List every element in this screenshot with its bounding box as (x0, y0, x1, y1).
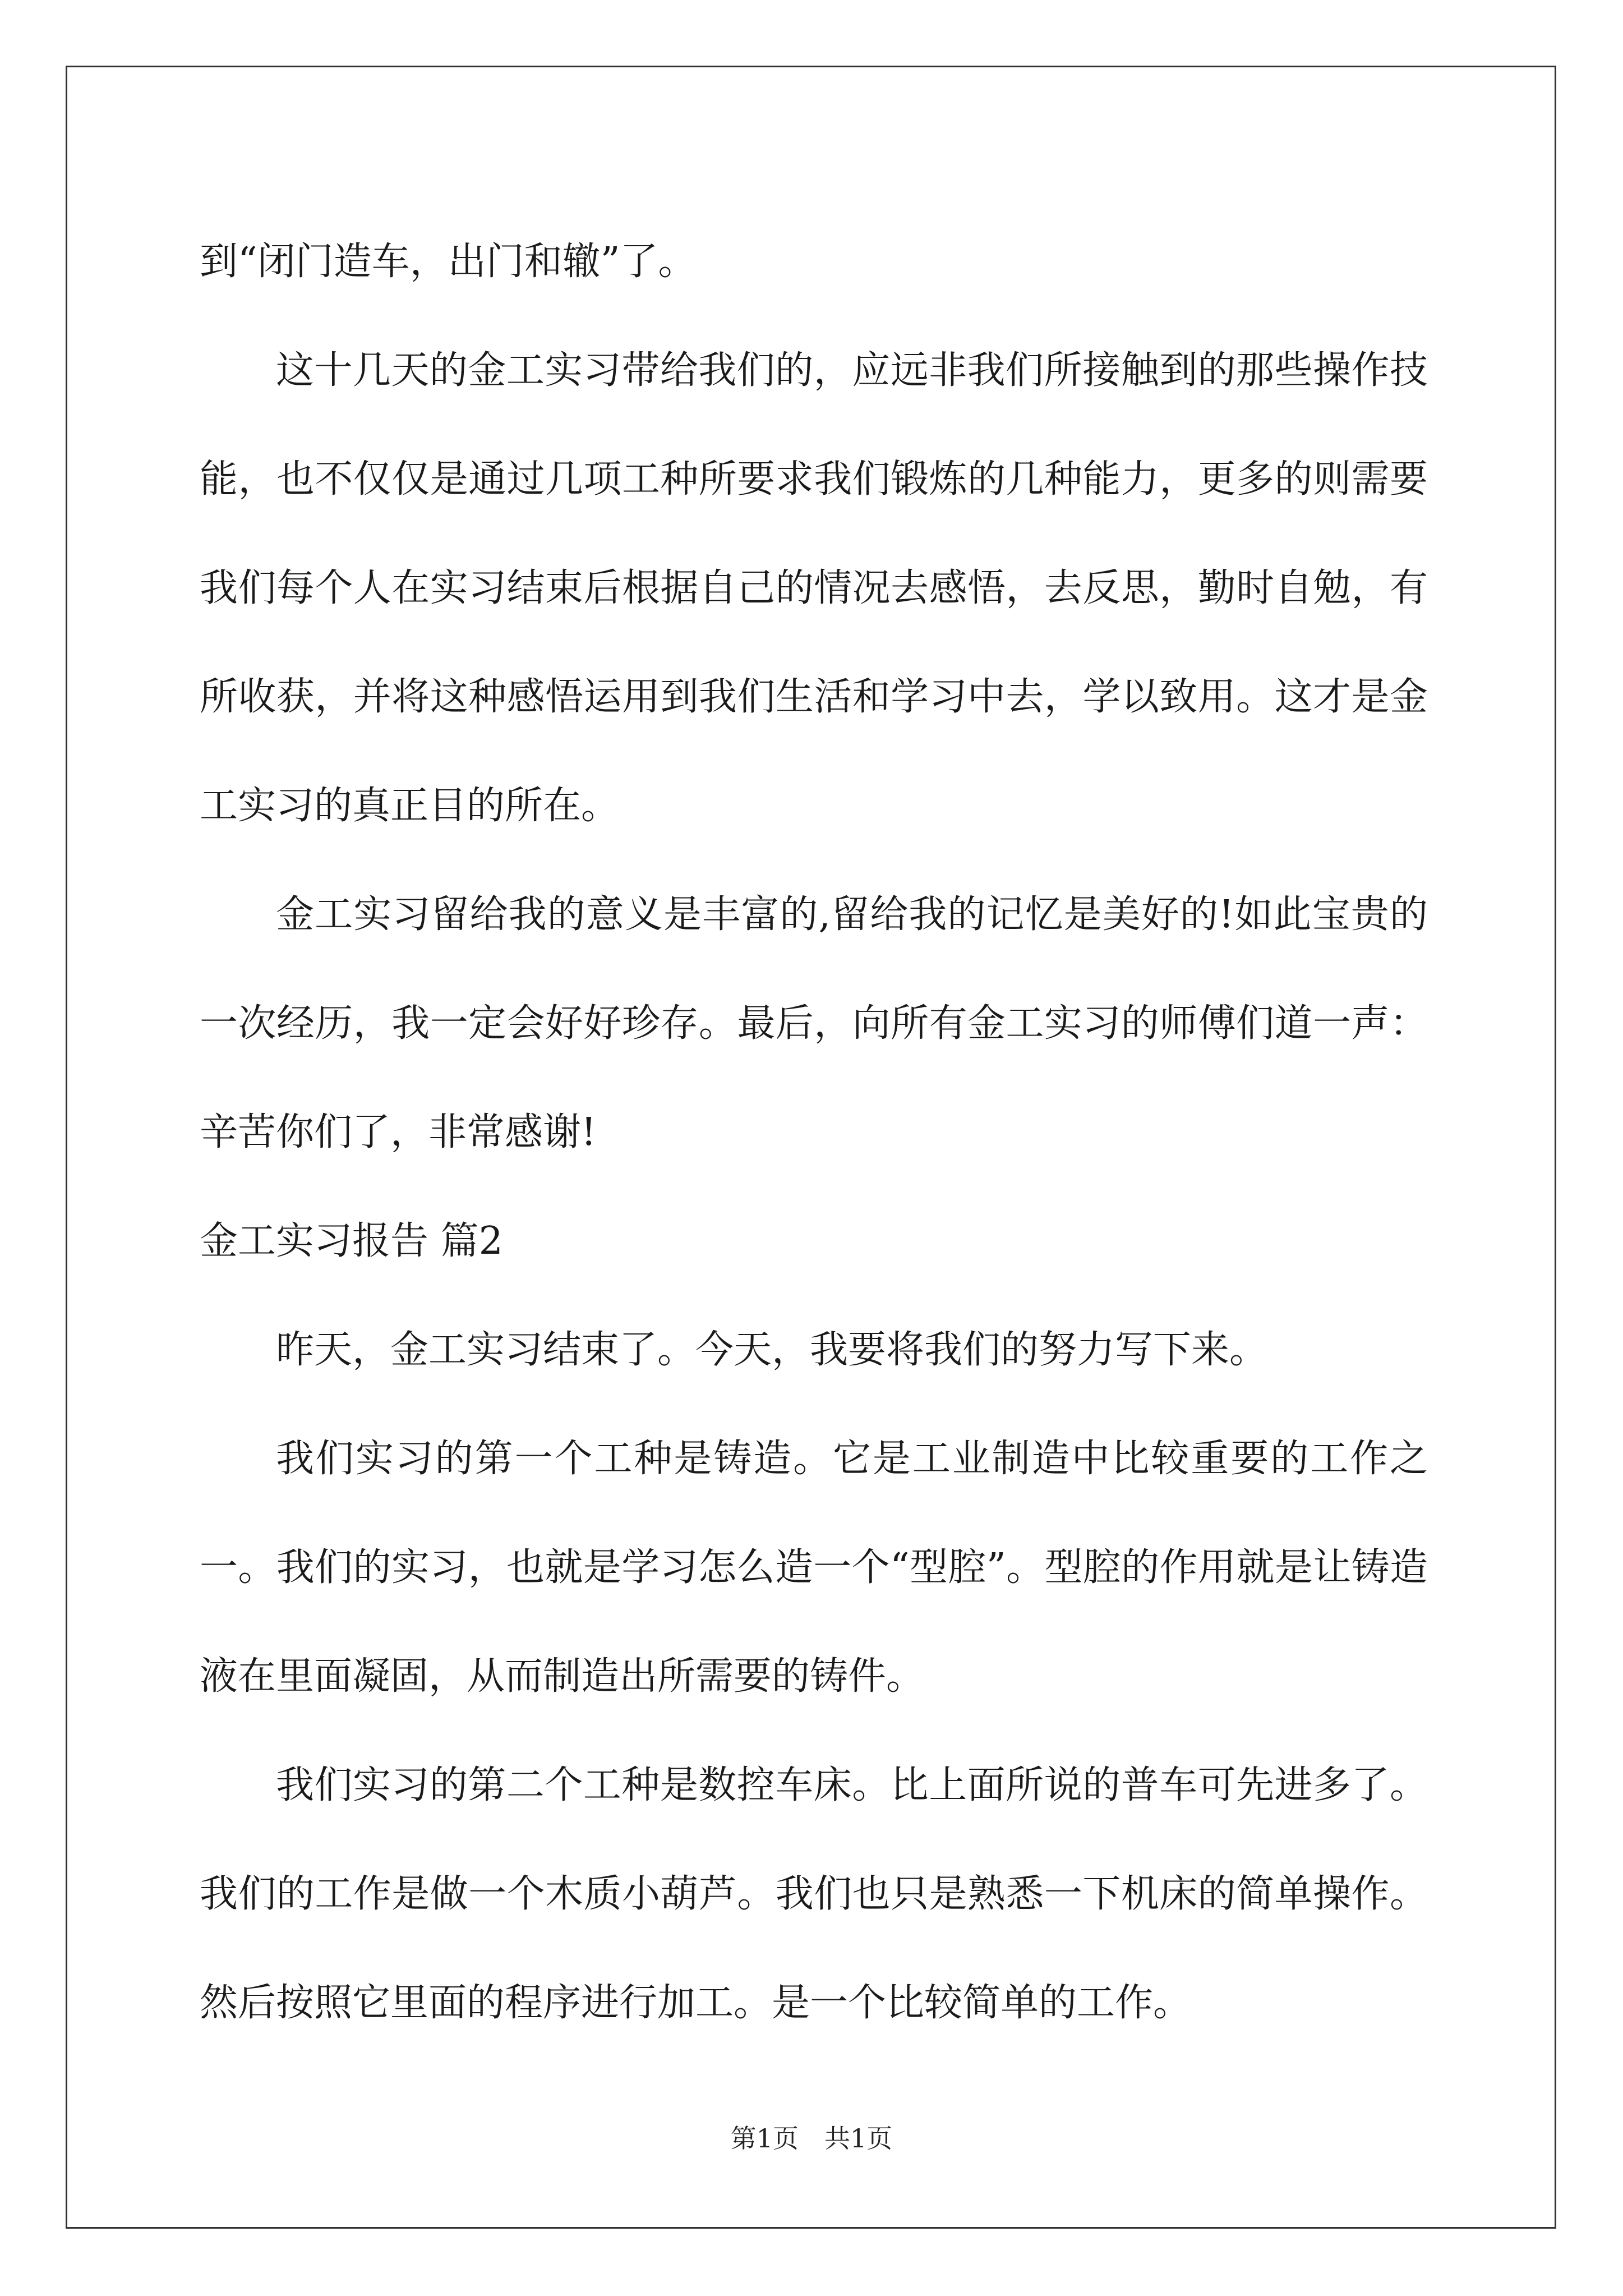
paragraph-casting: 我们实习的第一个工种是铸造。它是工业制造中比较重要的工作之一。我们的实习，也就是学习怎么造一个“型腔”。型腔的作用就是让铸造液在里面凝固，从而制造出所需要的铸件。 (200, 1437, 1428, 1699)
paragraph-cnc-lathe: 我们实习的第二个工种是数控车床。比上面所说的普车可先进多了。我们的工作是做一个木质小葫芦。我们也只是熟悉一下机床的简单操作。然后按照它里面的程序进行加工。是一个比较简单的工作。 (200, 1763, 1428, 2025)
paragraph-thanks: 金工实习留给我的意义是丰富的,留给我的记忆是美好的!如此宝贵的一次经历，我一定会好好珍存。最后，向所有金工实习的师傅们道一声：辛苦你们了，非常感谢! (200, 892, 1428, 1154)
paragraph-internship-ended: 昨天，金工实习结束了。今天，我要将我们的努力写下来。 (276, 1328, 1268, 1372)
paragraph-internship-gains: 这十几天的金工实习带给我们的，应远非我们所接触到的那些操作技能，也不仅仅是通过几项工种所要求我们锻炼的几种能力，更多的则需要我们每个人在实习结束后根据自己的情况去感悟，去反思，勤时自勉，有所收获，并将这种感悟运用到我们生活和学习中去，学以致用。这才是金工实习的真正目的所在。 (200, 348, 1428, 828)
section-heading: 金工实习报告 篇2 (200, 1219, 503, 1263)
document-body (200, 208, 1428, 2058)
paragraph-continuation: 到“闭门造车，出门和辙”了。 (200, 240, 697, 284)
page-number-footer: 第1页 共1页 (730, 2123, 893, 2154)
